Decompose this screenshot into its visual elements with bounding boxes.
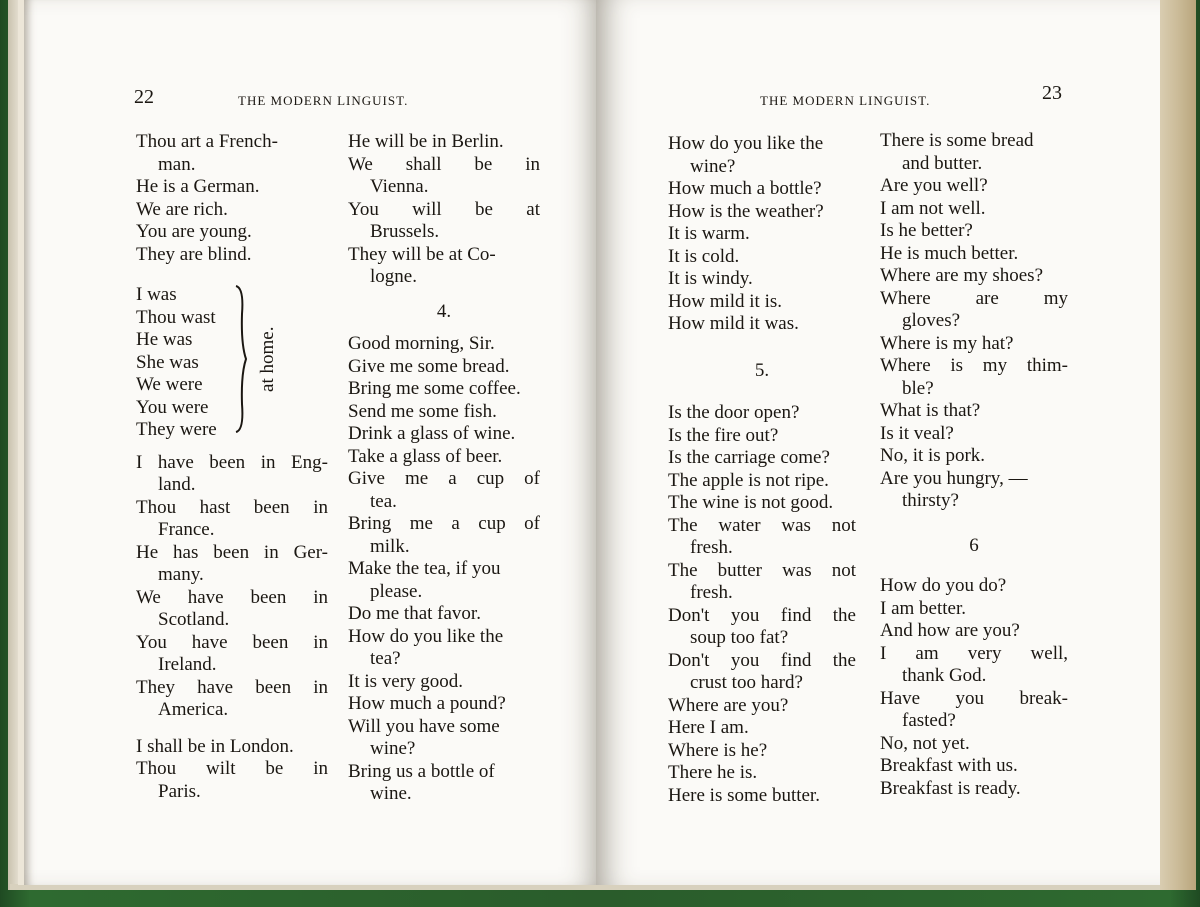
- text-line: wine?: [370, 738, 416, 759]
- text-line: Bring us a bottle of: [348, 760, 495, 782]
- text-line: Drink a glass of wine.: [348, 423, 516, 444]
- bracket-label: at home.: [256, 326, 278, 392]
- text-line: America.: [158, 699, 229, 720]
- text-line: Is the fire out?: [668, 424, 779, 446]
- text-line: Where are my shoes?: [880, 265, 1044, 286]
- text-line: They have been in: [136, 676, 328, 698]
- text-line: I am not well.: [880, 197, 986, 219]
- text-line: many.: [158, 564, 204, 585]
- text-line: Thou wast: [136, 306, 216, 328]
- text-line: Are you well?: [880, 175, 988, 196]
- text-line: Send me some fish.: [348, 400, 497, 422]
- text-line: How do you do?: [880, 575, 1007, 596]
- text-line: fresh.: [690, 582, 733, 603]
- text-line: Good morning, Sir.: [348, 333, 495, 354]
- text-line: It is very good.: [348, 670, 464, 692]
- conjugation-bracket-group: [136, 284, 328, 442]
- text-line: crust too hard?: [690, 672, 803, 693]
- text-line: Don't you find the: [668, 649, 856, 671]
- text-line: He is much better.: [880, 242, 1019, 264]
- running-header: THE MODERN LINGUIST.: [238, 93, 409, 108]
- text-line: It is windy.: [668, 268, 753, 289]
- text-line: wine.: [370, 783, 412, 804]
- text-line: They are blind.: [136, 243, 252, 265]
- section-number: 5.: [754, 359, 770, 381]
- text-line: Give me some bread.: [348, 355, 510, 377]
- text-line: ble?: [902, 377, 934, 399]
- text-line: thank God.: [902, 665, 987, 686]
- text-line: And how are you?: [880, 620, 1020, 641]
- text-line: How much a pound?: [348, 693, 506, 714]
- text-line: The apple is not ripe.: [668, 469, 829, 491]
- section-number: 6: [969, 534, 979, 556]
- text-line: The wine is not good.: [668, 492, 834, 513]
- text-line: I was: [136, 284, 177, 305]
- text-line: France.: [158, 519, 215, 540]
- text-line: Don't you find the: [668, 604, 856, 626]
- text-line: man.: [158, 153, 196, 175]
- text-line: How mild it was.: [668, 313, 799, 334]
- section-number: 4.: [436, 300, 452, 322]
- text-line: Do me that favor.: [348, 603, 481, 624]
- text-line: Is the door open?: [668, 402, 800, 423]
- text-line: Make the tea, if you: [348, 558, 501, 579]
- text-line: logne.: [370, 266, 417, 287]
- text-line: Scotland.: [158, 609, 230, 630]
- text-line: tea?: [370, 648, 401, 669]
- text-line: Breakfast is ready.: [880, 777, 1021, 799]
- text-line: He is a German.: [136, 176, 260, 197]
- text-line: Here I am.: [668, 717, 749, 738]
- text-line: We were: [136, 374, 203, 395]
- page-number: 23: [1042, 82, 1062, 104]
- text-line: soup too fat?: [690, 627, 789, 648]
- text-line: Bring me a cup of: [348, 513, 540, 534]
- text-line: She was: [136, 351, 199, 373]
- page-number: 22: [134, 86, 154, 108]
- text-line: Thou art a French-: [136, 131, 278, 152]
- text-line: How mild it is.: [668, 290, 783, 312]
- text-line: No, not yet.: [880, 732, 970, 754]
- text-line: Thou hast been in: [136, 496, 328, 518]
- text-line: Breakfast with us.: [880, 755, 1018, 776]
- text-line: wine?: [690, 155, 736, 177]
- text-line: Bring me some coffee.: [348, 378, 521, 399]
- text-line: Where is my thim-: [880, 355, 1068, 376]
- text-line: Where are you?: [668, 694, 789, 716]
- text-line: I am very well,: [880, 642, 1068, 664]
- text-line: You were: [136, 396, 209, 418]
- text-line: milk.: [370, 535, 410, 557]
- text-line: The water was not: [668, 514, 856, 536]
- text-line: Here is some butter.: [668, 784, 820, 806]
- text-line: Have you break-: [880, 687, 1068, 709]
- text-line: fresh.: [690, 537, 733, 558]
- text-line: There is some bread: [880, 130, 1034, 151]
- text-line: thirsty?: [902, 490, 959, 511]
- text-line: There he is.: [668, 762, 758, 783]
- text-line: Where is my hat?: [880, 332, 1014, 354]
- text-line: It is warm.: [668, 223, 750, 244]
- text-line: He has been in Ger-: [136, 541, 328, 563]
- text-line: and butter.: [902, 152, 983, 174]
- text-line: Are you hungry, —: [880, 467, 1028, 489]
- right-page: [596, 0, 1160, 885]
- text-line: Take a glass of beer.: [348, 445, 503, 467]
- text-line: please.: [370, 580, 423, 602]
- text-line: No, it is pork.: [880, 445, 986, 466]
- left-column-2: [348, 131, 540, 806]
- text-line: He was: [136, 329, 193, 350]
- text-line: You have been in: [136, 631, 328, 653]
- text-line: You are young.: [136, 221, 252, 242]
- text-line: tea.: [370, 490, 397, 512]
- right-column-1: [668, 133, 856, 807]
- text-line: They were: [136, 419, 217, 440]
- text-line: We shall be in: [348, 153, 540, 175]
- right-column-2: [880, 130, 1068, 800]
- text-line: They will be at Co-: [348, 243, 496, 265]
- text-line: Will you have some: [348, 715, 500, 737]
- text-line: Paris.: [158, 780, 201, 802]
- text-line: Brussels.: [370, 221, 440, 242]
- text-line: gloves?: [902, 310, 961, 331]
- text-line: What is that?: [880, 400, 981, 421]
- text-line: We are rich.: [136, 198, 228, 220]
- text-line: The butter was not: [668, 559, 856, 581]
- text-line: Is he better?: [880, 220, 973, 241]
- text-line: Is it veal?: [880, 422, 954, 444]
- text-line: Thou wilt be in: [136, 758, 328, 779]
- text-line: How do you like the: [668, 133, 824, 154]
- text-line: Give me a cup of: [348, 468, 540, 489]
- running-header: THE MODERN LINGUIST.: [760, 93, 931, 108]
- curly-brace-icon: [234, 284, 248, 434]
- text-line: Where is he?: [668, 739, 768, 761]
- text-line: How much a bottle?: [668, 178, 822, 199]
- text-line: I am better.: [880, 597, 966, 619]
- text-line: He will be in Berlin.: [348, 131, 504, 152]
- text-line: Ireland.: [158, 654, 217, 675]
- text-line: land.: [158, 474, 196, 495]
- text-line: I have been in Eng-: [136, 451, 328, 473]
- text-line: Is the carriage come?: [668, 447, 830, 468]
- text-line: We have been in: [136, 586, 328, 608]
- text-line: How do you like the: [348, 625, 504, 647]
- text-line: It is cold.: [668, 245, 740, 267]
- text-line: I shall be in London.: [136, 735, 294, 757]
- left-column-1: [136, 131, 328, 803]
- text-line: fasted?: [902, 710, 956, 731]
- text-line: Vienna.: [370, 176, 429, 197]
- text-line: How is the weather?: [668, 200, 824, 222]
- left-page: [18, 0, 602, 885]
- text-line: Where are my: [880, 287, 1068, 309]
- text-line: You will be at: [348, 198, 540, 220]
